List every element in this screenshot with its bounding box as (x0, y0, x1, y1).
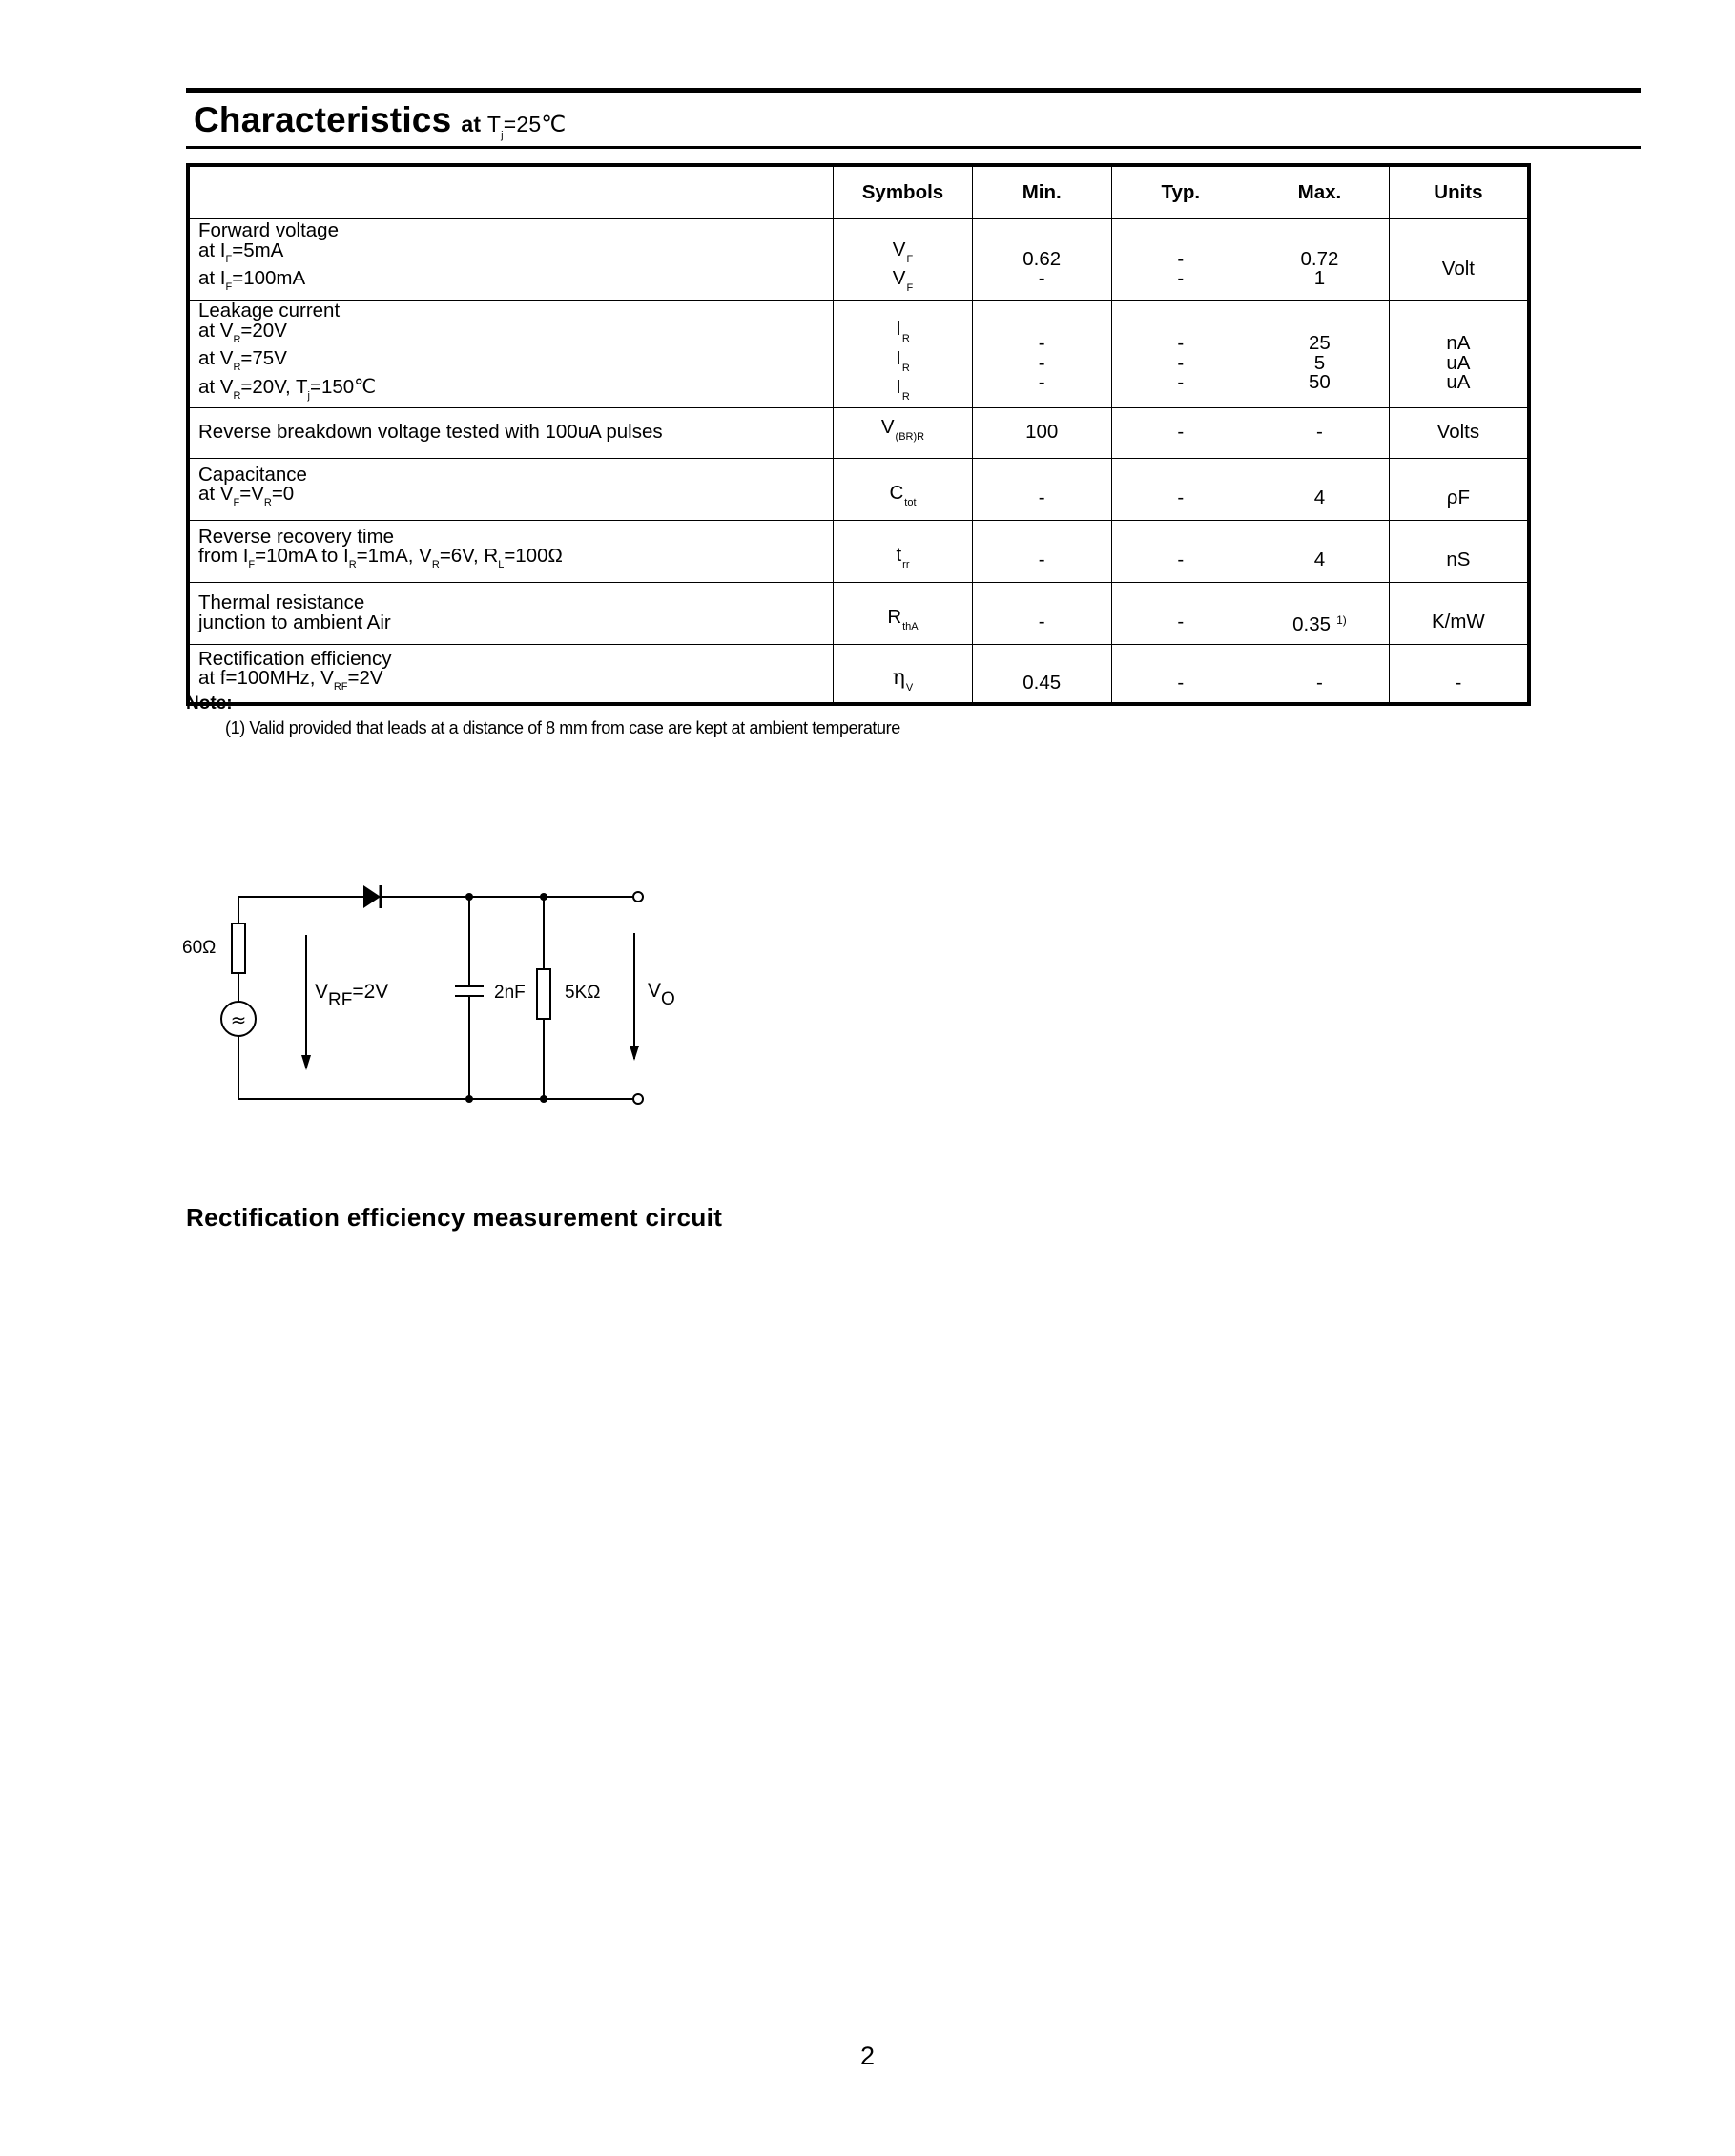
label-vrf: VRF=2V (315, 981, 389, 1010)
units-cell: Volts (1389, 407, 1529, 458)
rf-source-symbol: ≈ (230, 1008, 247, 1031)
note-label: Note: (186, 694, 233, 714)
typ-cell: - (1111, 520, 1250, 582)
page-number: 2 (859, 2042, 876, 2070)
section-title (194, 100, 566, 141)
min-cell: - (972, 582, 1111, 644)
typ-cell: - - (1111, 219, 1250, 301)
typ-cell: - (1111, 407, 1250, 458)
capacitor-2nf (455, 897, 484, 1099)
table-header-row (188, 165, 1529, 219)
min-cell: - (972, 458, 1111, 520)
label-2nf: 2nF (494, 983, 526, 1003)
parameter-cell: Reverse breakdown voltage tested with 100uA pulses (188, 407, 834, 458)
symbol-cell: $V_F$ $V_F$ (834, 219, 973, 301)
units-cell: - (1389, 644, 1529, 704)
min-cell: - (972, 520, 1111, 582)
units-cell: ρF (1389, 458, 1529, 520)
header-parameter (188, 165, 834, 219)
header-units: Units (1389, 165, 1529, 219)
symbol-cell: $C_{tot}$ (834, 458, 973, 520)
typ-cell: - (1111, 644, 1250, 704)
label-vo: VO (648, 980, 675, 1009)
symbol-cell: $I_R$ $I_R$ $I_R$ (834, 301, 973, 408)
table-row (188, 644, 1529, 704)
units-cell: Volt (1389, 219, 1529, 301)
table-row (188, 301, 1529, 408)
label-60ohm: 60Ω (182, 938, 217, 958)
table-row (188, 219, 1529, 301)
parameter-cell: Leakage current at $V_R=20V$ at $V_R=75V$ at $V_R=20V$, $T_j=150℃$ (188, 301, 834, 408)
characteristics-table (186, 163, 1531, 706)
typ-cell: - (1111, 582, 1250, 644)
symbol-cell: $R_{thA}$ (834, 582, 973, 644)
symbol-cell: $V_{(BR)R}$ (834, 407, 973, 458)
title-text: Characteristics (194, 100, 452, 139)
typ-cell: - (1111, 458, 1250, 520)
header-min: Min. (972, 165, 1111, 219)
rectification-circuit-diagram (176, 868, 692, 1126)
parameter-cell: Forward voltage at $I_F=5mA$ at $I_F=100mA$ (188, 219, 834, 301)
label-5kohm: 5KΩ (565, 983, 601, 1003)
typ-cell: - - - (1111, 301, 1250, 408)
parameter-cell: Thermal resistance junction to ambient Air (188, 582, 834, 644)
header-symbols: Symbols (834, 165, 973, 219)
junction-dot (465, 1095, 473, 1103)
header-typ: Typ. (1111, 165, 1250, 219)
max-cell: 0.35 $^{1)}$ (1250, 582, 1390, 644)
output-terminal-top (633, 892, 643, 902)
table-row (188, 520, 1529, 582)
min-cell: - - - (972, 301, 1111, 408)
circuit-caption: Rectification efficiency measurement circuit (186, 1203, 723, 1232)
min-cell: 0.45 (972, 644, 1111, 704)
table-row (188, 582, 1529, 644)
symbol-cell: $t_{rr}$ (834, 520, 973, 582)
bottom-wire (238, 1036, 634, 1099)
parameter-cell: Reverse recovery time from $I_F=10mA$ to $I_R=1mA$, $V_R=6V$, $R_L=100\Omega$ (188, 520, 834, 582)
max-cell: 4 (1250, 458, 1390, 520)
max-cell: - (1250, 644, 1390, 704)
units-cell: K/mW (1389, 582, 1529, 644)
vrf-arrow-head (301, 1055, 311, 1070)
units-cell: nA uA uA (1389, 301, 1529, 408)
vo-arrow-head (630, 1046, 639, 1061)
max-cell: - (1250, 407, 1390, 458)
output-terminal-bottom (633, 1094, 643, 1104)
min-cell: 0.62 - (972, 219, 1111, 301)
max-cell: 25 5 50 (1250, 301, 1390, 408)
resistor-5kohm (537, 969, 550, 1019)
max-cell: 0.72 1 (1250, 219, 1390, 301)
max-cell: 4 (1250, 520, 1390, 582)
resistor-60ohm (232, 923, 245, 973)
symbol-cell: $\eta_V$ (834, 644, 973, 704)
parameter-cell: Rectification efficiency at f=100MHz, $V_{RF}=2V$ (188, 644, 834, 704)
table-row (188, 407, 1529, 458)
section-header (186, 88, 1641, 149)
units-cell: nS (1389, 520, 1529, 582)
min-cell: 100 (972, 407, 1111, 458)
note-text: (1) Valid provided that leads at a distance of 8 mm from case are kept at ambient temperature (225, 718, 900, 737)
diode-triangle (363, 885, 381, 908)
junction-dot (540, 893, 547, 901)
junction-dot (465, 893, 473, 901)
junction-dot (540, 1095, 547, 1103)
title-condition: at $T_j=25℃$ (461, 112, 567, 141)
table-row (188, 458, 1529, 520)
parameter-cell: Capacitance at $V_F=V_R=0$ (188, 458, 834, 520)
header-max: Max. (1250, 165, 1390, 219)
